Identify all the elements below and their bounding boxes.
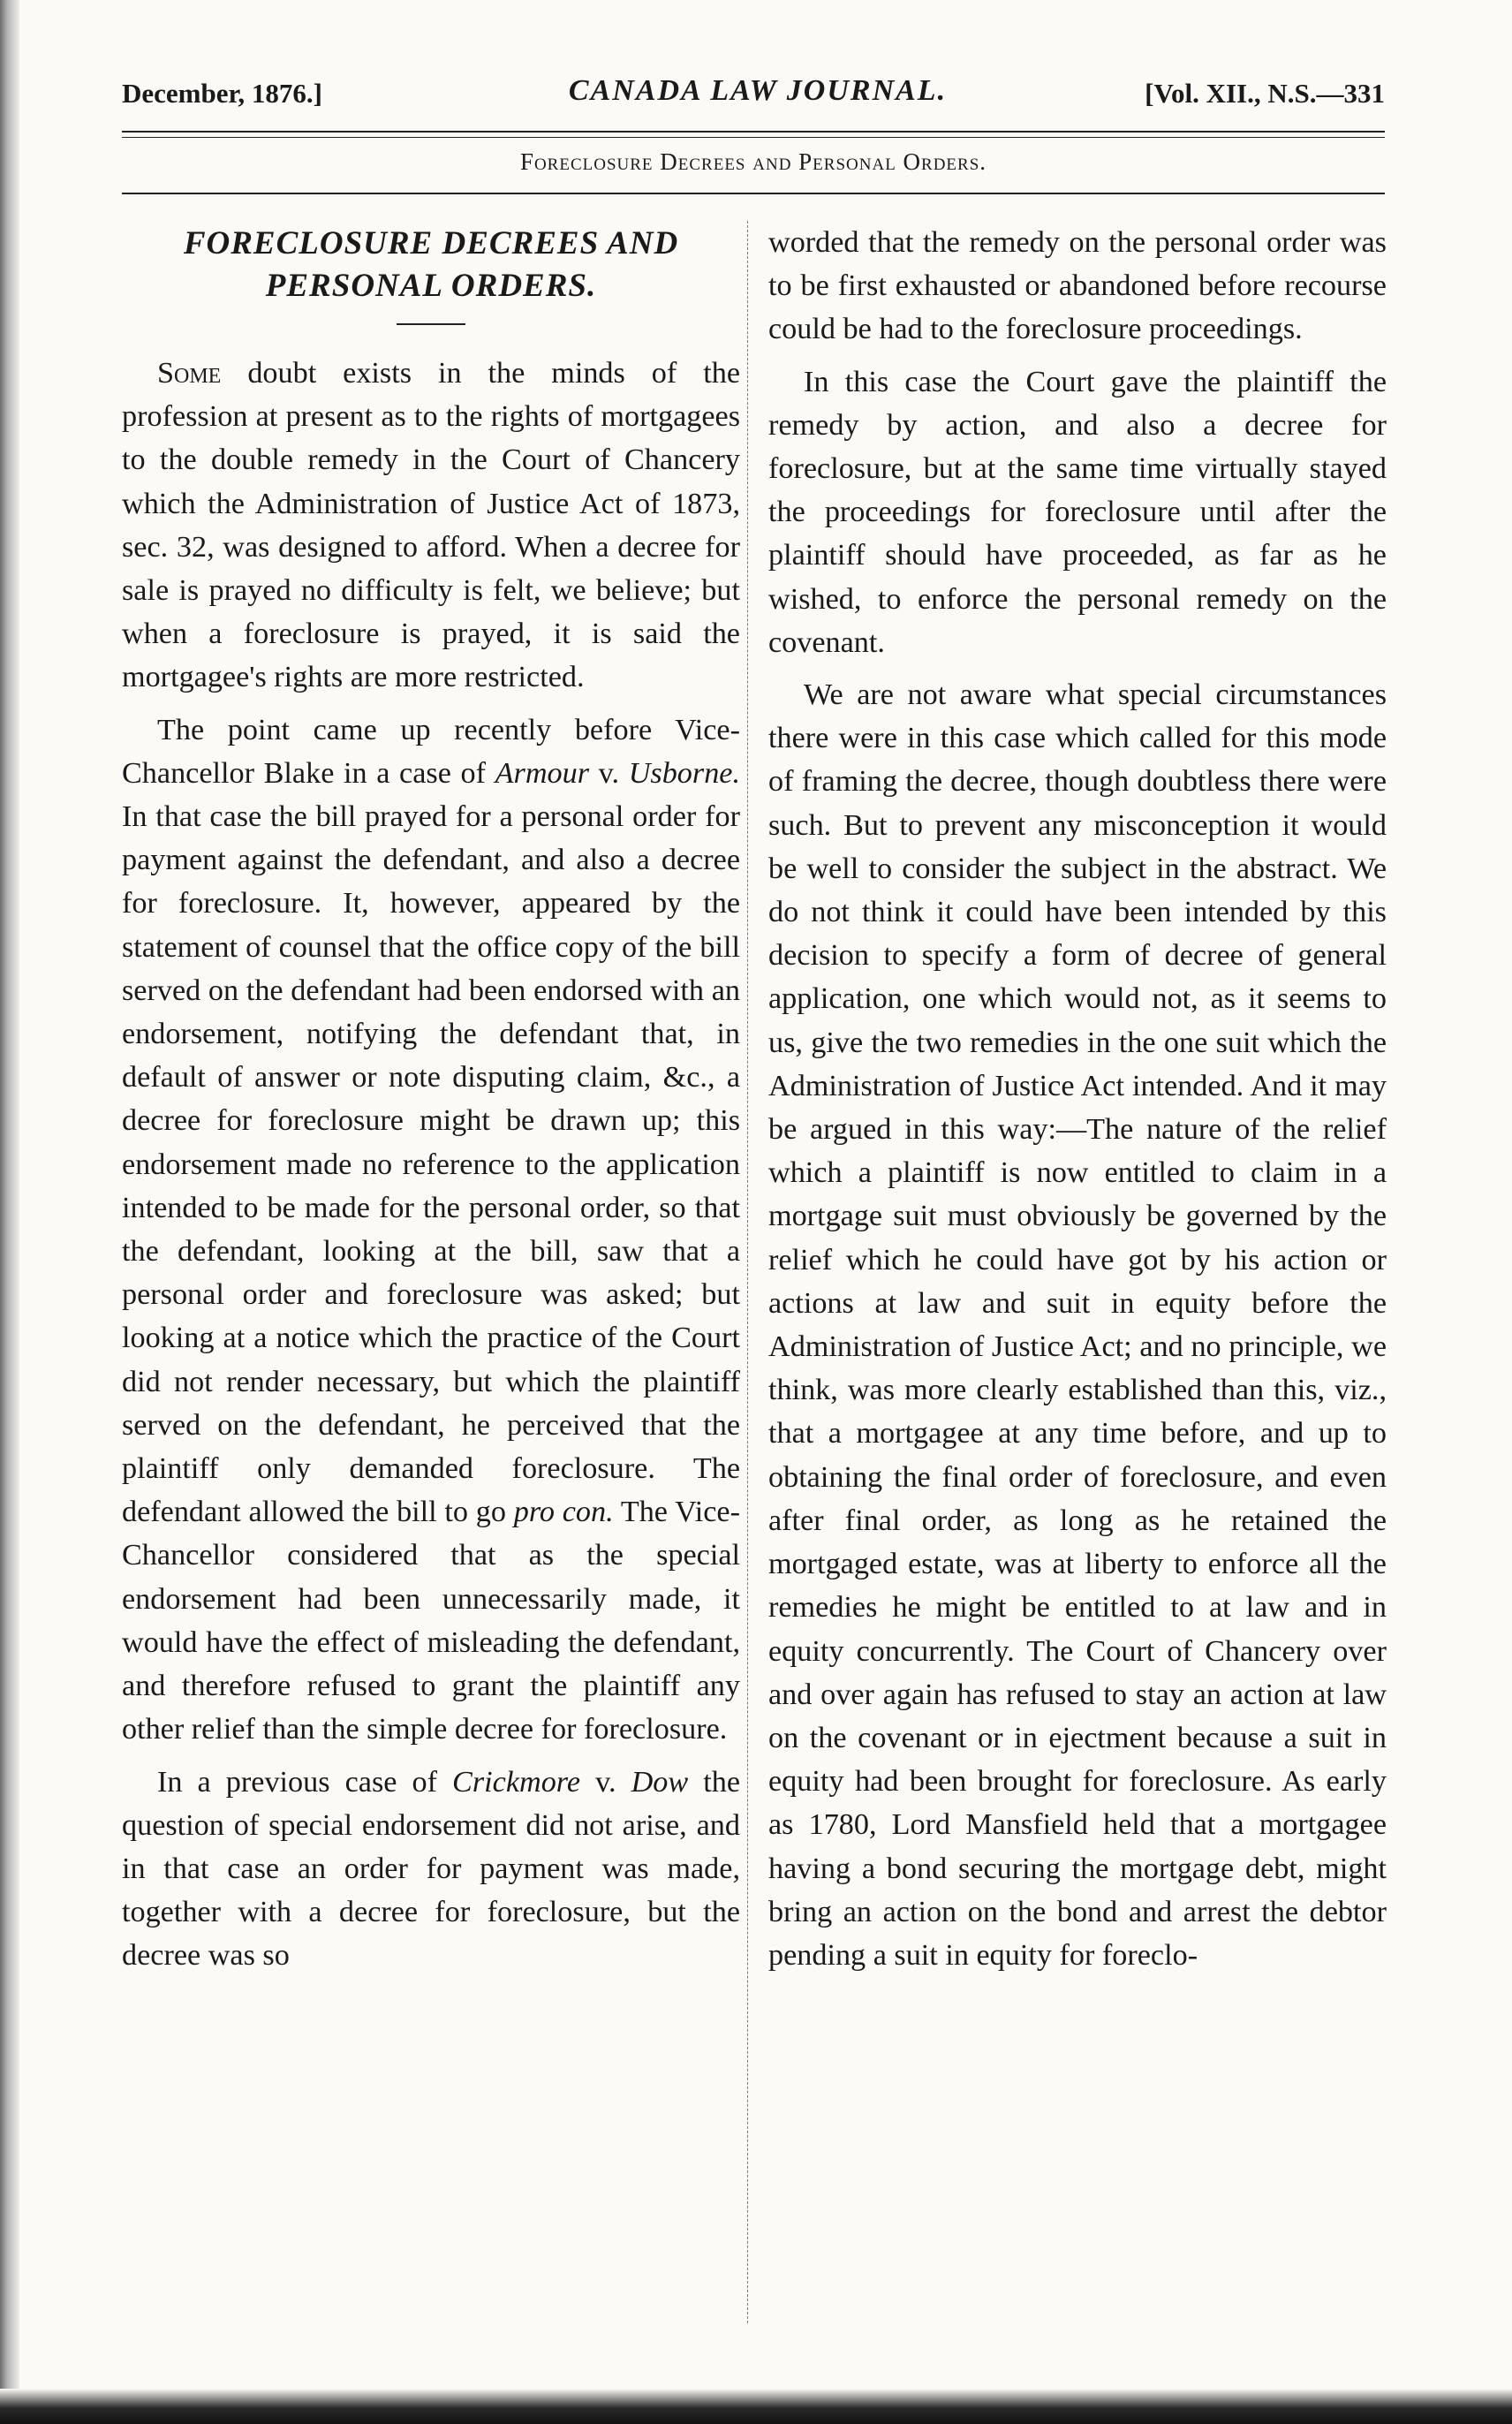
right-column [768,221,1387,1977]
paragraph-2-text-a: The point came up recently before Vice-Chancellor Blake in a case of [122,713,740,790]
case-name-crickmore: Crickmore [452,1765,580,1799]
scan-binding-edge [0,0,19,2424]
title-underline [397,323,465,325]
running-head [122,72,1385,117]
running-head-journal-title: CANADA LAW JOURNAL. [568,74,948,107]
header-rule-top [122,131,1385,133]
scan-bottom-edge [0,2389,1512,2424]
case-name-dow: Dow [631,1765,689,1799]
paragraph-2-text-c: The Vice-Chancellor considered that as the special endorsement had been unnecessarily made, it would have the effect of misleading the defendant, and therefore refused to grant the plaintiff any other relief than the simple decree for foreclosure. [122,1496,740,1746]
case-name-armour: Armour [495,756,589,790]
section-heading: Foreclosure Decrees and Personal Orders. [519,148,987,175]
paragraph-6: We are not aware what special circumstances there were in this case which called for this mode of framing the decree, though doubtless there were such. But to prevent any misconception it would be well to consider the subject in the abstract. We do not think it could have been intended by this decision to specify a form of decree of general application, one which would not, as it seems to us, give the two remedies in the one suit which the Administration of Justice Act intended. And it may be argued in this way:—The nature of the relief which a plaintiff is now entitled to claim in a mortgage suit must obviously be governed by the relief which he could have got by his action or actions at law and suit in equity before the Administration of Justice Act; and no principle, we think, was more clearly established than this, viz., that a mortgagee at any time before, and up to obtaining the final order of foreclosure, and even after final order, as long as he retained the mortgaged estate, was at liberty to enforce all the remedies he might be entitled to at law and in equity concurrently. The Court of Chancery over and over again has refused to stay an action at law on the covenant or in ejectment because a suit in equity had been brought for foreclosure. As early as 1780, Lord Mansfield held that a mortgagee having a bond securing the mortgage debt, might bring an action on the bond and arrest the debtor pending a suit in equity for foreclo- [768,678,1387,1972]
column-divider [747,221,748,2323]
paragraph-1 [122,352,740,700]
section-rule [122,193,1385,194]
paragraph-2-text-b: In that case the bill prayed for a personal order for payment against the defendant, and also a decree for foreclosure. It, however, appeared by the statement of counsel that the office copy of the bill served on the defendant had been endorsed with an endorsement, notifying the defendant that, in default of answer or note disputing claim, &c., a decree for foreclosure might be drawn up; this endorsement made no reference to the application intended to be made for the personal order, so that the defendant, looking at the bill, saw that a personal order and foreclosure was asked; but looking at a notice which the practice of the Court did not render necessary, but which the plaintiff served on the defendant, he perceived that the plaintiff only demanded foreclosure. The defendant allowed the bill to go [122,800,740,1529]
paragraph-3-text-a: In a previous case of [157,1765,453,1799]
paragraph-1-lead: Some [157,357,222,390]
paragraph-4-continued: worded that the remedy on the personal order was to be first exhausted or abandoned before recourse could be had to the foreclosure proceedings. [768,226,1387,346]
header-rule-double [122,137,1385,138]
paragraph-1-text: doubt exists in the minds of the profession at present as to the rights of mortgagees to the double remedy in the Court of Chancery which the Administration of Justice Act of 1873, sec. 32, was designed to afford. When a decree for sale is prayed no difficulty is felt, we believe; but when a foreclosure is prayed, it is said the mortgagee's rights are more restricted. [122,357,740,694]
running-head-volume-page: [Vol. XII., N.S.—331 [1145,78,1385,109]
article-title-line2: PERSONAL ORDERS. [265,268,597,304]
paragraph-2 [122,708,740,1752]
pro-con-phrase: pro con. [513,1496,614,1529]
paragraph-3 [122,1761,740,1978]
paragraph-3-versus: v. [580,1765,631,1799]
running-head-date: December, 1876.] [122,78,322,109]
paragraph-2-versus: v. [589,756,629,790]
paragraph-5: In this case the Court gave the plaintiff the remedy by action, and also a decree for foreclosure, but at the same time virtually stayed the proceedings for foreclosure until after the plaintiff should have proceeded, as far as he wished, to enforce the personal remedy on the covenant. [768,365,1387,659]
article-title-line1: FORECLOSURE DECREES AND [183,225,679,261]
article-title [122,223,740,307]
paragraph-3-text-b: the question of special endorsement did not arise, and in that case an order for payment was made, together with a decree for foreclosure, but the decree was so [122,1765,740,1973]
left-column [122,223,740,1978]
case-name-usborne: Usborne. [628,756,741,790]
